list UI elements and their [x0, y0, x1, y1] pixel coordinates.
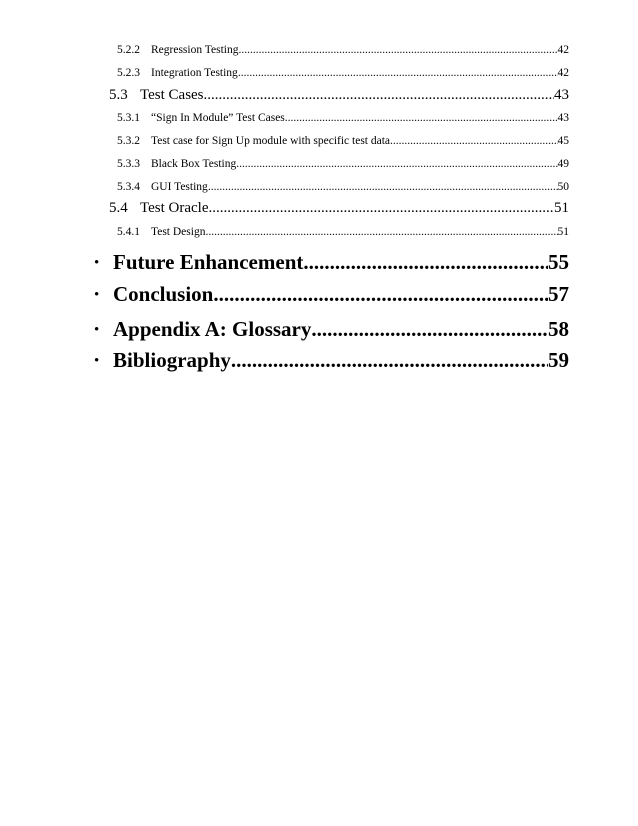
toc-entry-number: 5.3.3: [117, 158, 140, 170]
toc-entry-test-cases[interactable]: [109, 87, 569, 104]
toc-dot-leader: [208, 181, 558, 193]
toc-dot-leader: [209, 200, 555, 217]
toc-entry-page: 42: [557, 67, 569, 79]
toc-entry-page: 49: [557, 158, 569, 170]
toc-dot-leader: [311, 317, 548, 342]
bullet-icon: •: [94, 322, 100, 338]
toc-dot-leader: [204, 87, 554, 104]
toc-entry-title: Appendix A: Glossary: [113, 317, 312, 341]
toc-dot-leader: [238, 67, 558, 79]
toc-entry-number: 5.3.4: [117, 181, 140, 193]
toc-entry-test-oracle[interactable]: [109, 200, 569, 217]
toc-entry-page: 43: [557, 112, 569, 124]
toc-entry-title: Test Cases: [140, 87, 204, 103]
toc-entry-title: Future Enhancement: [113, 250, 304, 274]
toc-entry-title: Conclusion: [113, 282, 214, 306]
toc-entry-page: 51: [554, 200, 569, 216]
bullet-icon: •: [94, 287, 100, 303]
toc-entry-integration-testing[interactable]: [117, 67, 569, 79]
toc-entry-sign-up-test-case[interactable]: [117, 135, 569, 147]
toc-entry-title: “Sign In Module” Test Cases: [151, 112, 285, 124]
toc-entry-test-design[interactable]: [117, 226, 569, 238]
toc-entry-number: 5.4: [109, 200, 128, 216]
toc-entry-page: 43: [554, 87, 569, 103]
toc-entry-page: 57: [548, 282, 569, 306]
toc-entry-future-enhancement[interactable]: [94, 250, 569, 275]
toc-entry-page: 58: [548, 317, 569, 341]
toc-entry-title: Regression Testing: [151, 44, 239, 56]
toc-entry-number: 5.2.2: [117, 44, 140, 56]
toc-entry-title: Bibliography: [113, 348, 231, 372]
toc-entry-page: 59: [548, 348, 569, 372]
toc-entry-number: 5.3.1: [117, 112, 140, 124]
toc-entry-page: 51: [557, 226, 569, 238]
toc-entry-page: 42: [557, 44, 569, 56]
toc-entry-appendix-glossary[interactable]: [94, 317, 569, 342]
toc-entry-title: Test Oracle: [140, 200, 209, 216]
toc-dot-leader: [236, 158, 557, 170]
toc-entry-title: Test case for Sign Up module with specific test data: [151, 135, 391, 147]
toc-entry-number: 5.3.2: [117, 135, 140, 147]
toc-dot-leader: [205, 226, 557, 238]
bullet-icon: •: [94, 255, 100, 271]
toc-dot-leader: [231, 348, 548, 373]
toc-entry-sign-in-module-test-cases[interactable]: [117, 112, 569, 124]
toc-entry-gui-testing[interactable]: [117, 181, 569, 193]
toc-entry-number: 5.4.1: [117, 226, 140, 238]
toc-entry-conclusion[interactable]: [94, 282, 569, 307]
bullet-icon: •: [94, 353, 100, 369]
toc-entry-title: GUI Testing: [151, 181, 208, 193]
toc-entry-number: 5.3: [109, 87, 128, 103]
toc-entry-black-box-testing[interactable]: [117, 158, 569, 170]
toc-entry-page: 55: [548, 250, 569, 274]
toc-dot-leader: [390, 135, 557, 147]
toc-entry-number: 5.2.3: [117, 67, 140, 79]
toc-entry-page: 45: [557, 135, 569, 147]
toc-entry-regression-testing[interactable]: [117, 44, 569, 56]
toc-entry-title: Black Box Testing: [151, 158, 237, 170]
toc-dot-leader: [303, 250, 548, 275]
toc-entry-bibliography[interactable]: [94, 348, 569, 373]
toc-dot-leader: [213, 282, 548, 307]
toc-entry-title: Integration Testing: [151, 67, 238, 79]
toc-dot-leader: [285, 112, 558, 124]
toc-entry-page: 50: [557, 181, 569, 193]
toc-dot-leader: [238, 44, 557, 56]
toc-entry-title: Test Design: [151, 226, 206, 238]
